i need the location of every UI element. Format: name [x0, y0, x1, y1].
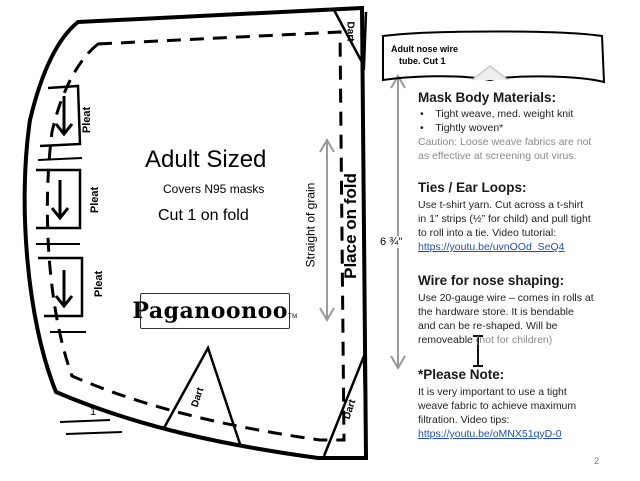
ties-heading: Ties / Ear Loops: [418, 180, 527, 195]
pleat-1-line [38, 158, 82, 160]
logo-text: Paganoonoo [132, 298, 288, 324]
fold-line-label: Place on fold [340, 173, 360, 279]
wire-line2: the hardware store. It is bendable [418, 306, 574, 318]
nose-tube-label-line2: tube. Cut 1 [399, 56, 446, 66]
pleat-label-3: Pleat [93, 270, 106, 298]
wire-line4-note: (not for children) [472, 334, 553, 346]
seam-allowance-line [47, 32, 344, 440]
note-line2: weave fabric to achieve maximum [418, 400, 577, 412]
note-heading: *Please Note: [418, 367, 505, 382]
height-arrow-icon [391, 76, 405, 368]
materials-caution-line2: as effective at screening out virus. [418, 150, 577, 162]
pattern-cut-instruction: Cut 1 on fold [158, 207, 249, 224]
pleat-2-box [36, 170, 80, 228]
note-line3: filtration. Video tips: [418, 414, 510, 426]
pleat-arrow-icon [52, 180, 68, 218]
wire-heading: Wire for nose shaping: [418, 273, 565, 288]
ties-line3: to roll into a tie. Video tutorial: [418, 227, 557, 239]
materials-caution-line1: Caution: Loose weave fabrics are not [418, 136, 592, 148]
dart-label-bottom-right: Dart [341, 398, 359, 421]
paganoonoo-logo [132, 293, 298, 329]
nose-tube-label-line1: Adult nose wire [391, 44, 459, 54]
pleat-arrow-icon [56, 96, 72, 134]
pleat-label-2: Pleat [89, 186, 102, 214]
pleat-label-1: Pleat [81, 106, 94, 134]
seam-allowance-label: 1" [90, 406, 101, 418]
wire-line4 [418, 334, 552, 348]
ties-line2: in 1” strips (½” for child) and pull tight [418, 213, 591, 225]
pleat-arrow-icon [56, 270, 72, 306]
logo-trademark: TM [287, 314, 298, 320]
wire-line3: and can be re-shaped. Will be [418, 320, 558, 332]
wire-line4-text: removeable [418, 334, 473, 346]
materials-item-2-text: Tightly woven* [435, 122, 504, 134]
pattern-title: Adult Sized [145, 146, 267, 173]
ties-line1: Use t-shirt yarn. Cut across a t-shirt [418, 199, 584, 211]
page-number: 2 [594, 456, 600, 466]
dart-label-bottom-middle: Dart [189, 386, 207, 409]
ties-video-link[interactable]: https://youtu.be/uvnOOd_SeQ4 [418, 241, 565, 253]
height-measurement-label: 6 ¾" [380, 236, 403, 248]
pattern-covers-note: Covers N95 masks [163, 182, 265, 196]
note-video-link[interactable]: https://youtu.be/oMNX51qyD-0 [418, 428, 562, 440]
note-line1: It is very important to use a tight [418, 386, 567, 398]
grain-line-label: Straight of grain [303, 182, 318, 268]
nose-tube-fold-mark [472, 66, 508, 80]
materials-heading: Mask Body Materials: [418, 90, 557, 105]
pleat-3-box [38, 258, 82, 316]
grain-line-arrow-icon [320, 140, 334, 320]
pleat-1-box [40, 86, 80, 146]
seam-allowance-marker [60, 420, 122, 434]
wire-line1: Use 20-gauge wire – comes in rolls at [418, 292, 594, 304]
materials-item-1-text: Tight weave, med. weight knit [435, 108, 574, 120]
materials-item-2: • Tightly woven* [420, 122, 504, 134]
dart-label-top: Dart [344, 21, 356, 42]
materials-item-1: • Tight weave, med. weight knit [420, 108, 574, 120]
